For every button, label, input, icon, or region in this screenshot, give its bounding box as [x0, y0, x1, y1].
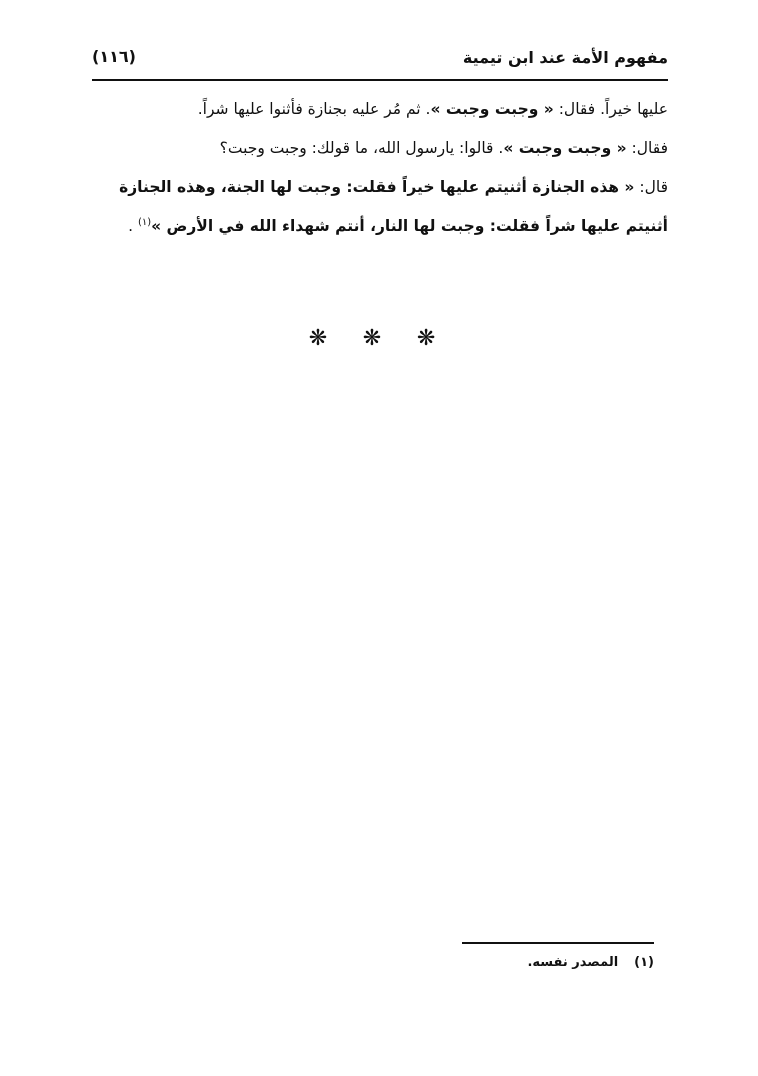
text-run: قال:	[634, 178, 668, 196]
running-header	[92, 44, 668, 76]
section-separator-ornament: ❋ ❋ ❋	[308, 326, 450, 351]
text-line-4	[92, 207, 668, 246]
hadith-quote: أثنيتم عليها شراً فقلت: وجبت لها النار، أنتم شهداء الله في الأرض »	[151, 217, 668, 235]
text-run: . قالوا: يارسول الله، ما قولك: وجبت وجبت؟	[219, 139, 504, 157]
footnote	[362, 955, 654, 970]
hadith-quote: « وجبت وجبت »	[430, 100, 554, 118]
text-run: . ثم مُر عليه بجنازة فأثنوا عليها شراً.	[197, 100, 431, 118]
text-run: فقال:	[626, 139, 668, 157]
text-run: .	[128, 217, 138, 235]
hadith-quote: « وجبت وجبت »	[503, 139, 627, 157]
body-text	[92, 90, 668, 246]
text-line-2	[92, 129, 668, 168]
footnote-marker[interactable]: (١)	[137, 216, 152, 228]
text-run: عليها خيراً. فقال:	[553, 100, 668, 118]
hadith-quote: « هذه الجنازة أثنيتم عليها خيراً فقلت: وجبت لها الجنة، وهذه الجنازة	[119, 178, 635, 196]
page-number: (١١٦)	[92, 47, 136, 66]
header-rule	[92, 79, 668, 81]
text-line-3	[92, 168, 668, 207]
text-line-1	[92, 90, 668, 129]
header-title: مفهوم الأمة عند ابن تيمية	[462, 48, 668, 67]
footnote-number: (١)	[634, 955, 654, 970]
footnote-text: المصدر نفسه.	[527, 955, 619, 970]
footnote-rule	[462, 942, 654, 944]
